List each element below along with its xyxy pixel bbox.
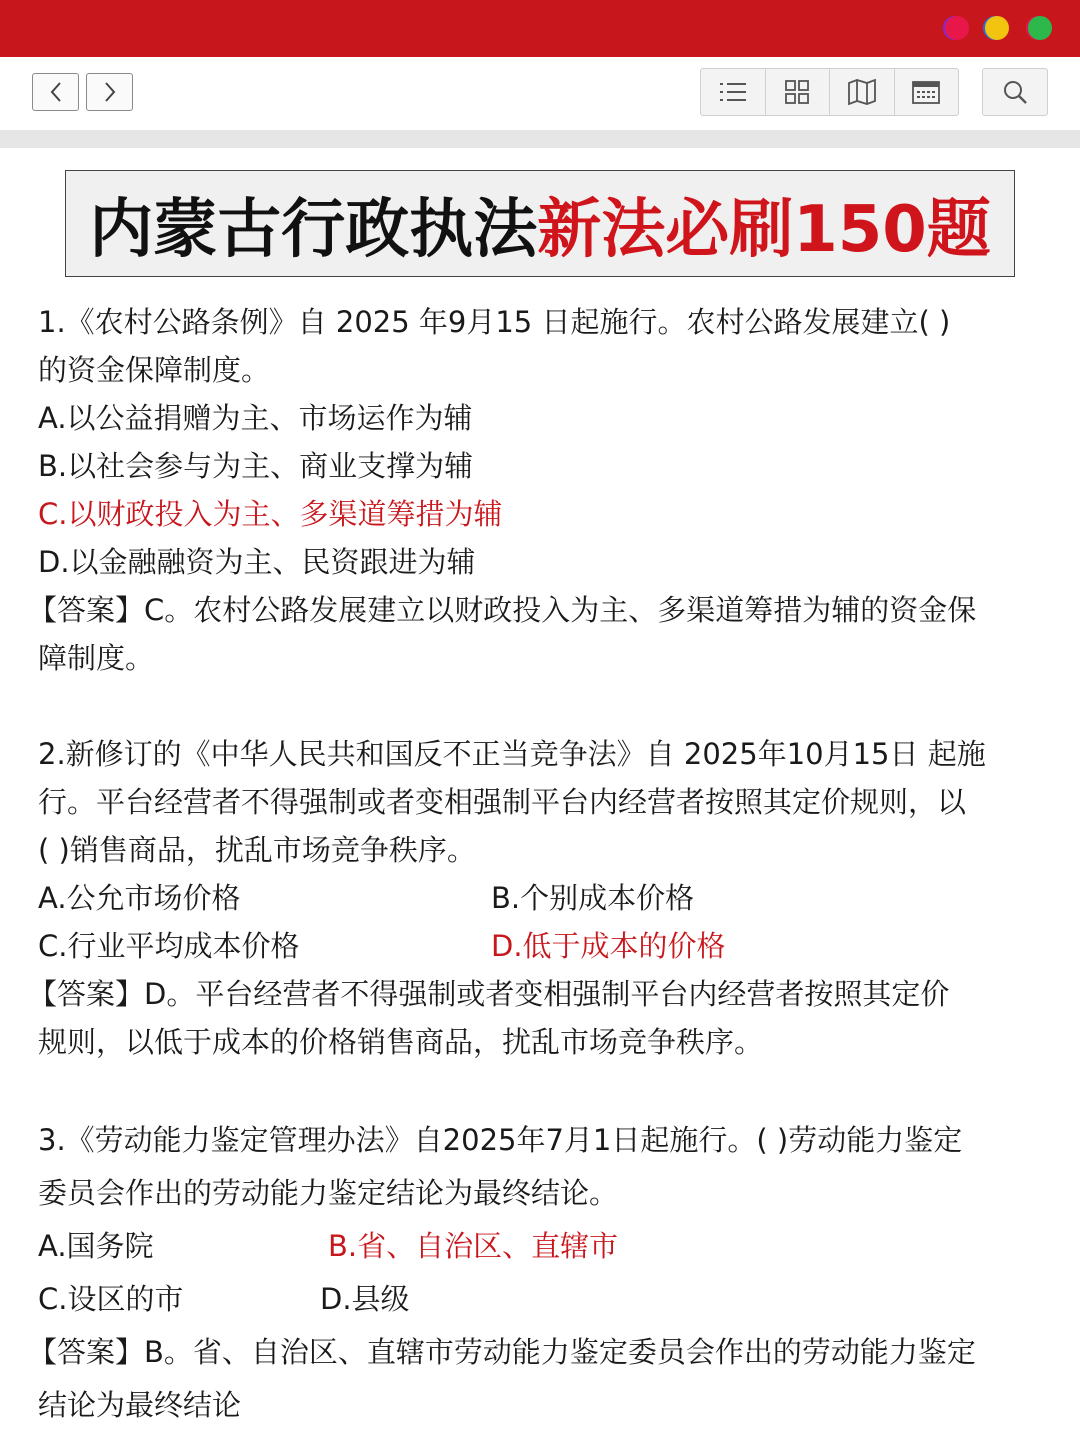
list-icon <box>718 80 748 104</box>
option-c: C.行业平均成本价格 <box>38 929 300 963</box>
question-text: 行。平台经营者不得强制或者变相强制平台内经营者按照其定价规则，以 <box>38 785 967 819</box>
title-red-part: 新法必刷150题 <box>537 192 991 267</box>
question-3 <box>28 1114 1048 1432</box>
toolbar <box>0 57 1080 130</box>
option-c: C.设区的市 <box>38 1282 184 1316</box>
page-title <box>65 170 1015 277</box>
map-icon <box>847 79 877 105</box>
question-text: 3.《劳动能力鉴定管理办法》自2025年7月1日起施行。( )劳动能力鉴定 <box>38 1123 963 1157</box>
question-text: 1.《农村公路条例》自 2025 年9月15 日起施行。农村公路发展建立( ) <box>38 305 951 339</box>
toolbar-divider <box>0 130 1080 148</box>
question-2 <box>28 730 1048 1066</box>
option-d-correct: D.低于成本的价格 <box>491 929 726 963</box>
search-button[interactable] <box>982 68 1048 116</box>
window-titlebar <box>0 0 1080 57</box>
question-1 <box>28 298 1048 682</box>
grid-view-button[interactable] <box>766 69 831 115</box>
question-text: 的资金保障制度。 <box>38 353 271 387</box>
question-text: 2.新修订的《中华人民共和国反不正当竞争法》自 2025年10月15日 起施 <box>38 737 986 771</box>
answer-text: 规则，以低于成本的价格销售商品，扰乱市场竞争秩序。 <box>38 1025 764 1059</box>
maximize-window-button[interactable] <box>1028 16 1052 40</box>
chevron-right-icon <box>102 80 118 104</box>
option-b: B.以社会参与为主、商业支撑为辅 <box>38 449 474 483</box>
grid-icon <box>784 79 810 105</box>
title-black-part: 内蒙古行政执法 <box>89 192 538 267</box>
answer-text: 【答案】C。农村公路发展建立以财政投入为主、多渠道筹措为辅的资金保 <box>28 593 977 627</box>
question-text: ( )销售商品，扰乱市场竞争秩序。 <box>38 833 476 867</box>
option-a: A.公允市场价格 <box>38 881 241 915</box>
option-a: A.国务院 <box>38 1229 154 1263</box>
option-b: B.个别成本价格 <box>491 881 695 915</box>
back-button[interactable] <box>32 73 79 111</box>
option-d: D.以金融融资为主、民资跟进为辅 <box>38 545 476 579</box>
map-view-button[interactable] <box>830 69 895 115</box>
list-view-button[interactable] <box>701 69 766 115</box>
option-a: A.以公益捐赠为主、市场运作为辅 <box>38 401 473 435</box>
answer-text: 【答案】D。平台经营者不得强制或者变相强制平台内经营者按照其定价 <box>28 977 950 1011</box>
minimize-window-button[interactable] <box>985 16 1009 40</box>
search-icon <box>1001 78 1029 106</box>
calendar-icon <box>911 79 941 105</box>
chevron-left-icon <box>48 80 64 104</box>
answer-text: 障制度。 <box>38 641 155 675</box>
close-window-button[interactable] <box>945 16 969 40</box>
question-text: 委员会作出的劳动能力鉴定结论为最终结论。 <box>38 1176 619 1210</box>
view-switcher <box>700 68 959 116</box>
option-c-correct: C.以财政投入为主、多渠道筹措为辅 <box>38 497 503 531</box>
forward-button[interactable] <box>86 73 133 111</box>
question-list <box>28 298 1048 1432</box>
answer-text: 结论为最终结论 <box>38 1388 242 1422</box>
calendar-view-button[interactable] <box>895 69 959 115</box>
answer-text: 【答案】B。省、自治区、直辖市劳动能力鉴定委员会作出的劳动能力鉴定 <box>28 1335 976 1369</box>
option-b-correct: B.省、自治区、直辖市 <box>328 1229 619 1263</box>
option-d: D.县级 <box>320 1282 410 1316</box>
